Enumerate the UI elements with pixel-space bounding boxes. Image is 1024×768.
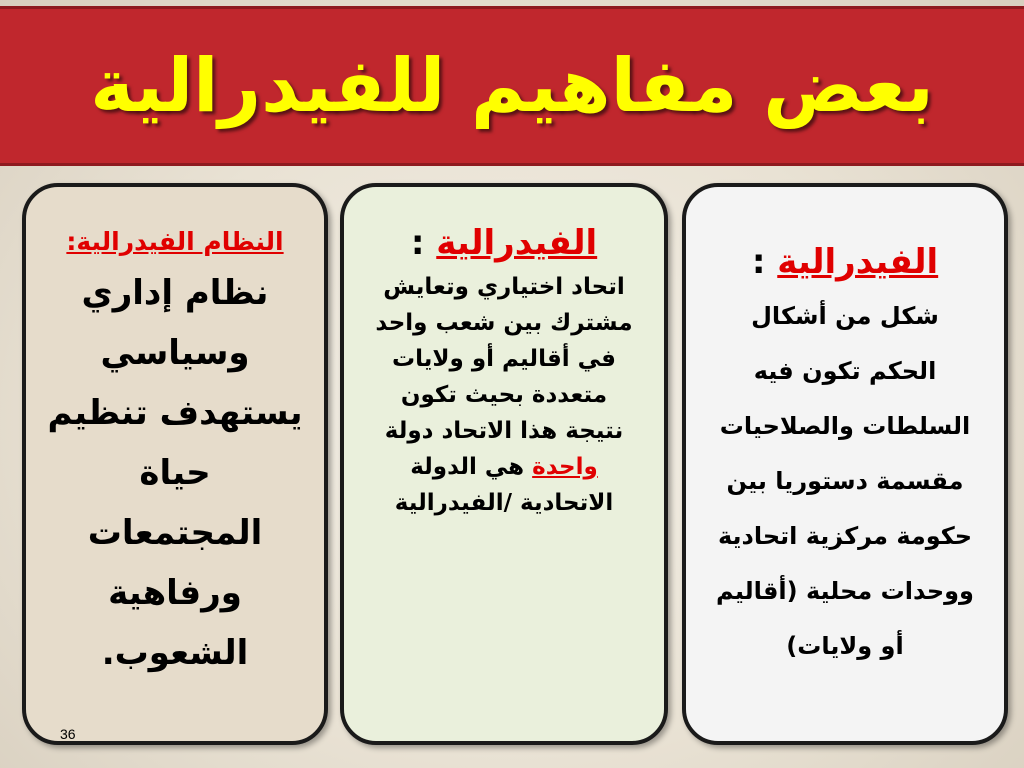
- card-heading: [686, 239, 1004, 285]
- heading-colon: :: [410, 223, 437, 263]
- body-line: ورفاهية: [108, 573, 242, 613]
- body-line: أو ولايات): [786, 632, 904, 660]
- heading-colon: :: [751, 242, 778, 282]
- body-line: [350, 449, 658, 485]
- body-line: نتيجة هذا الاتحاد دولة: [384, 418, 624, 444]
- card-body: [686, 289, 1004, 674]
- title-bar: [0, 6, 1024, 166]
- card-body: [26, 263, 324, 683]
- body-line: نظام إداري: [81, 273, 269, 313]
- body-line: يستهدف تنظيم: [47, 393, 303, 433]
- card-heading: [344, 223, 664, 263]
- body-line: الحكم تكون فيه: [753, 357, 937, 385]
- heading-text: النظام الفيدرالية:: [66, 227, 284, 256]
- body-line: حياة: [139, 453, 211, 493]
- body-text: هي الدولة: [410, 454, 533, 480]
- card-federalism-definition-2: [340, 183, 668, 745]
- body-line: الاتحادية /الفيدرالية: [394, 490, 614, 516]
- card-federal-system: [22, 183, 328, 745]
- body-line: اتحاد اختياري وتعايش: [383, 274, 625, 300]
- body-line: مقسمة دستوريا بين: [726, 467, 964, 495]
- body-line: شكل من أشكال: [751, 302, 939, 330]
- card-heading: [26, 227, 324, 257]
- slide-title: بعض مفاهيم للفيدرالية: [90, 43, 934, 129]
- body-line: مشترك بين شعب واحد: [375, 310, 633, 336]
- card-body: [344, 269, 664, 521]
- body-line: وسياسي: [100, 333, 250, 373]
- card-federalism-definition-1: [682, 183, 1008, 745]
- body-line: ووحدات محلية (أقاليم: [716, 577, 974, 605]
- body-line: متعددة بحيث تكون: [400, 382, 608, 408]
- heading-text: الفيدرالية: [777, 242, 939, 282]
- highlight-word: واحدة: [532, 454, 598, 480]
- body-line: المجتمعات: [87, 513, 263, 553]
- body-line: في أقاليم أو ولايات: [392, 346, 616, 372]
- heading-text: الفيدرالية: [436, 223, 598, 263]
- page-number: 36: [60, 726, 76, 742]
- body-line: حكومة مركزية اتحادية: [717, 522, 973, 550]
- body-line: السلطات والصلاحيات: [719, 412, 971, 440]
- body-line: الشعوب.: [101, 633, 249, 673]
